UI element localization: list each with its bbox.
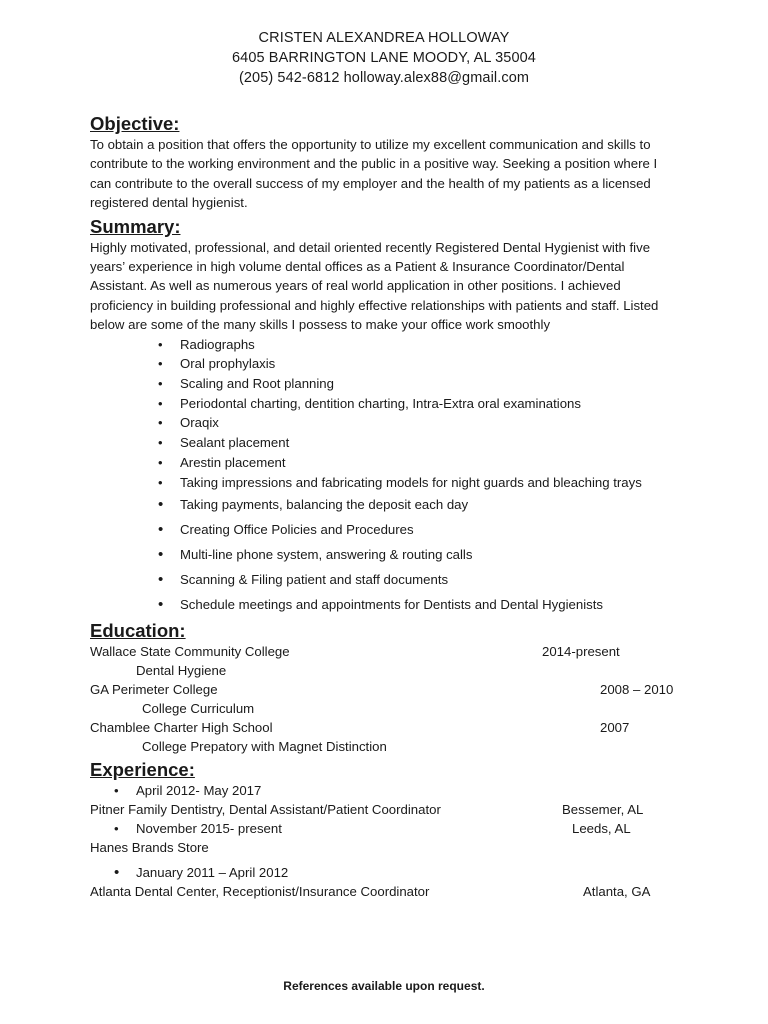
list-item: • Sealant placement (90, 433, 690, 453)
employer-name: Hanes Brands Store (90, 840, 209, 856)
applicant-contact: (205) 542-6812 holloway.alex88@gmail.com (238, 70, 530, 86)
employer-name: Atlanta Dental Center, Receptionist/Insurance Coordinator (90, 884, 430, 900)
bullet-icon: • (158, 415, 163, 431)
bullet-icon: • (158, 496, 164, 514)
list-item: • Radiographs (90, 335, 690, 355)
summary-heading: Summary: (90, 215, 181, 237)
bullet-icon: • (158, 596, 164, 614)
bullet-icon: • (114, 783, 119, 799)
references-note: References available upon request. (283, 979, 485, 993)
resume-body (90, 112, 690, 901)
applicant-name: CRISTEN ALEXANDREA HOLLOWAY (258, 30, 510, 46)
education-program: College Prepatory with Magnet Distinction (142, 739, 387, 755)
objective-heading: Objective: (90, 113, 180, 134)
list-item: • Arestin placement (90, 453, 690, 473)
objective-text: To obtain a position that offers the opportunity to utilize my excellent communication and skills to contribute to the working environment and the public in a positive way. Seeking a position where I can contribute to the overall success of my employer and the health of my patients as a licensed registered dental hygienist. (90, 137, 658, 211)
bullet-icon: • (158, 571, 164, 589)
bullet-icon: • (158, 474, 163, 490)
experience-location: Bessemer, AL (562, 802, 644, 818)
experience-heading: Experience: (90, 759, 195, 781)
bullet-icon: • (158, 546, 164, 564)
education-dates: 2014-present (542, 644, 620, 660)
list-item: • Oraqix (90, 413, 690, 433)
school-name: GA Perimeter College (90, 682, 218, 698)
bullet-icon: • (158, 356, 163, 372)
education-entry (90, 718, 690, 737)
list-item: • Oral prophylaxis (90, 354, 690, 374)
list-item: • Periodontal charting, dentition charting, Intra-Extra oral examinations (90, 394, 690, 414)
education-dates: 2008 – 2010 (600, 682, 674, 698)
bullet-icon: • (158, 395, 163, 411)
list-item: • Taking payments, balancing the deposit each day (90, 492, 690, 517)
experience-entry (90, 800, 690, 819)
bullet-icon: • (158, 336, 163, 352)
school-name: Chamblee Charter High School (90, 720, 273, 736)
list-item: • Multi-line phone system, answering & routing calls (90, 542, 690, 567)
experience-location: Leeds, AL (572, 821, 631, 837)
bullet-icon: • (158, 521, 164, 539)
experience-dates: • April 2012- May 2017 (114, 783, 262, 799)
education-program: College Curriculum (142, 701, 255, 717)
bullet-icon: • (158, 454, 163, 470)
applicant-address: 6405 BARRINGTON LANE MOODY, AL 35004 (232, 50, 536, 66)
education-program: Dental Hygiene (136, 663, 227, 679)
experience-dates: • November 2015- present (114, 821, 282, 837)
bullet-icon: • (114, 864, 120, 882)
list-item: • Taking impressions and fabricating models for night guards and bleaching trays (90, 473, 690, 493)
experience-entry (90, 882, 690, 901)
list-item: • Creating Office Policies and Procedures (90, 517, 690, 542)
bullet-icon: • (158, 376, 163, 392)
list-item: • Scanning & Filing patient and staff documents (90, 567, 690, 592)
employer-name: Pitner Family Dentistry, Dental Assistant/Patient Coordinator (90, 802, 441, 818)
list-item: • Schedule meetings and appointments for Dentists and Dental Hygienists (90, 592, 690, 617)
skills-list (90, 335, 690, 618)
education-entry (90, 642, 690, 661)
experience-dates: • January 2011 – April 2012 (114, 864, 289, 882)
education-dates: 2007 (600, 720, 630, 736)
bullet-icon: • (114, 821, 119, 837)
school-name: Wallace State Community College (90, 644, 290, 660)
education-heading: Education: (90, 620, 186, 642)
experience-location: Atlanta, GA (583, 884, 651, 900)
summary-text: Highly motivated, professional, and detail oriented recently Registered Dental Hygienist with five years’ experience in high volume dental offices as a Patient & Insurance Coordinator/Dental Assistant. As well as numerous years of real world application in other positions. I achieved proficiency in building professional and highly effective relationships with patients and staff. Listed below are some of the many skills I possess to make your office work smoothly (90, 239, 659, 333)
resume-header (0, 28, 768, 88)
education-entry (90, 680, 690, 699)
list-item: • Scaling and Root planning (90, 374, 690, 394)
bullet-icon: • (158, 435, 163, 451)
